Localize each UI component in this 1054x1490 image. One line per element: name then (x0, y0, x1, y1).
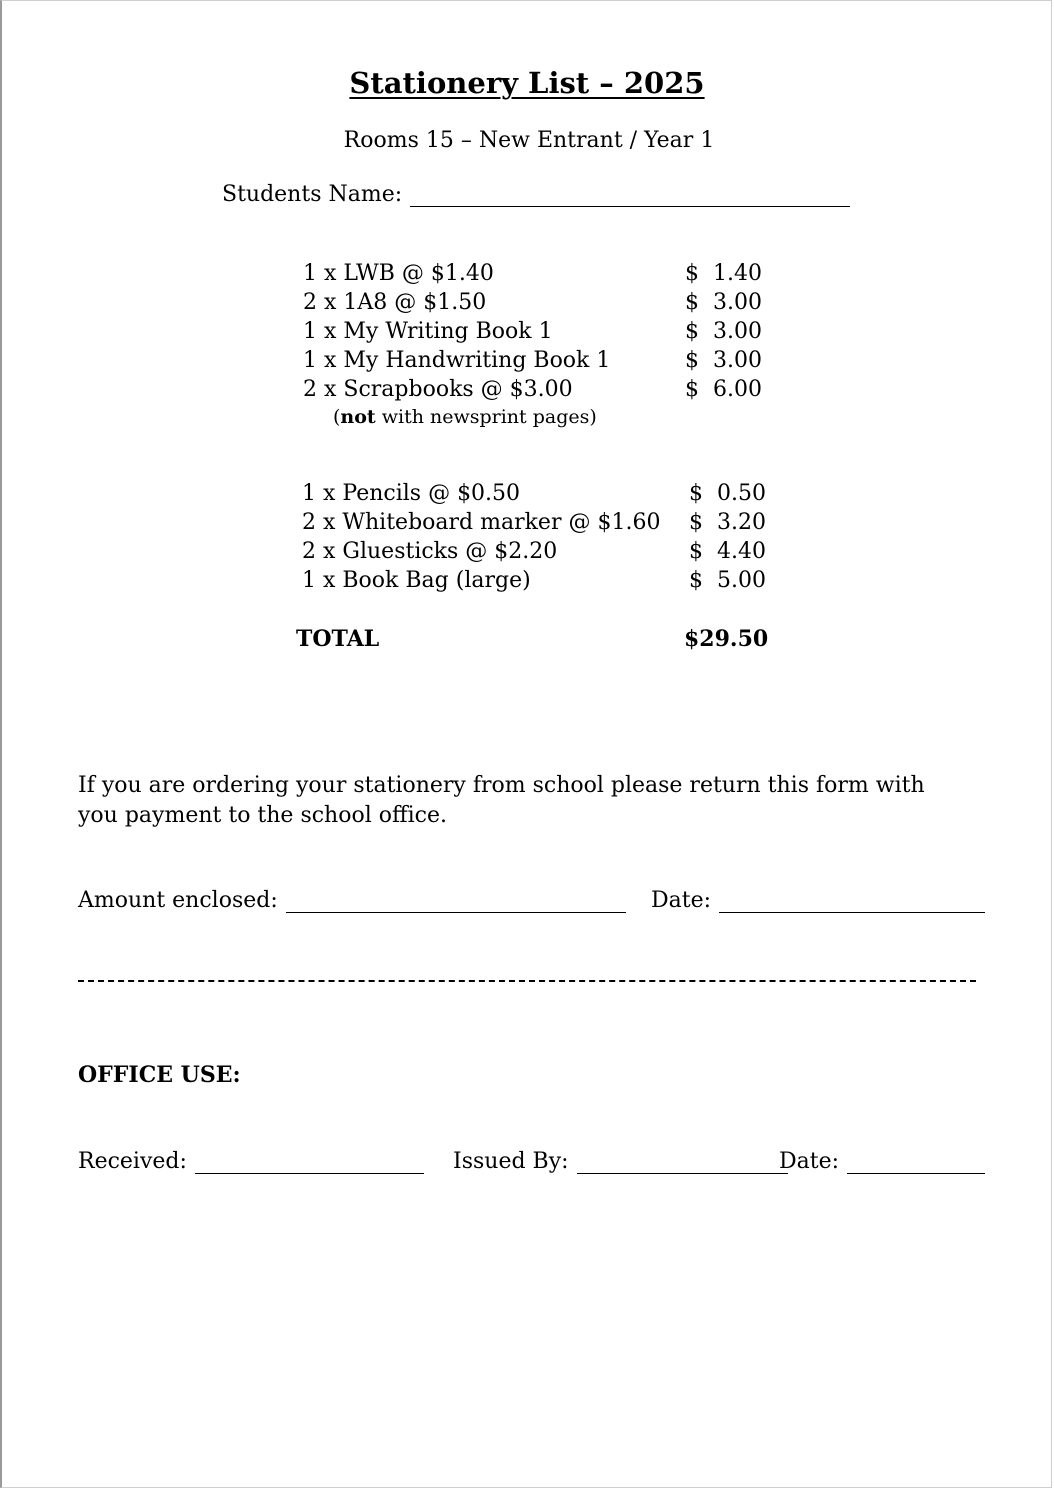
list-item-name: 2 x Whiteboard marker @ $1.60 (302, 510, 661, 535)
received-field[interactable] (78, 1149, 424, 1174)
note-open-paren: ( (333, 406, 341, 428)
total-value: $29.50 (684, 626, 769, 652)
issued-by-line[interactable] (577, 1155, 788, 1174)
instructions-paragraph: If you are ordering your stationery from school please return this form with you payment to the school office. (78, 773, 925, 828)
date-line[interactable] (719, 894, 985, 913)
list-item-price: $ 3.00 (685, 319, 762, 344)
list-item-name: 1 x Pencils @ $0.50 (302, 481, 521, 506)
list-item-name: 1 x My Handwriting Book 1 (303, 348, 611, 373)
issued-by-label: Issued By: (453, 1149, 569, 1174)
list-item-name: 1 x Book Bag (large) (302, 568, 531, 593)
office-date-label: Date: (779, 1149, 840, 1174)
list-item-price: $ 4.40 (689, 539, 766, 564)
student-name-line[interactable] (410, 188, 850, 207)
office-date-line[interactable] (847, 1155, 985, 1174)
list-item-name: 1 x LWB @ $1.40 (303, 261, 494, 286)
received-label: Received: (78, 1149, 187, 1174)
list-item-price: $ 5.00 (689, 568, 766, 593)
received-line[interactable] (195, 1155, 424, 1174)
page-subtitle: Rooms 15 – New Entrant / Year 1 (343, 128, 715, 153)
page-title: Stationery List – 2025 (349, 66, 705, 100)
cut-line-divider (78, 980, 976, 982)
issued-by-field[interactable] (453, 1149, 788, 1174)
list-item-name: 2 x Scrapbooks @ $3.00 (303, 377, 573, 402)
office-use-heading: OFFICE USE: (78, 1062, 241, 1088)
student-name-label: Students Name: (222, 182, 403, 207)
list-item-name: 2 x Gluesticks @ $2.20 (302, 539, 558, 564)
amount-enclosed-field[interactable] (78, 888, 626, 913)
student-name-field[interactable] (222, 182, 850, 207)
list-item-price: $ 6.00 (685, 377, 762, 402)
note-rest: with newsprint pages) (375, 406, 597, 428)
list-item-price: $ 1.40 (685, 261, 762, 286)
list-item-price: $ 3.00 (685, 290, 762, 315)
date-label: Date: (651, 888, 712, 913)
amount-enclosed-label: Amount enclosed: (78, 888, 278, 913)
note-bold-not: not (340, 406, 376, 428)
office-date-field[interactable] (779, 1149, 985, 1174)
list-item-price: $ 0.50 (689, 481, 766, 506)
list-item-price: $ 3.00 (685, 348, 762, 373)
list-item-name: 1 x My Writing Book 1 (303, 319, 553, 344)
amount-enclosed-line[interactable] (286, 894, 626, 913)
list-item-name: 2 x 1A8 @ $1.50 (303, 290, 487, 315)
scrapbook-note (333, 406, 597, 428)
total-label: TOTAL (296, 626, 380, 652)
date-field[interactable] (651, 888, 985, 913)
list-item-price: $ 3.20 (689, 510, 766, 535)
